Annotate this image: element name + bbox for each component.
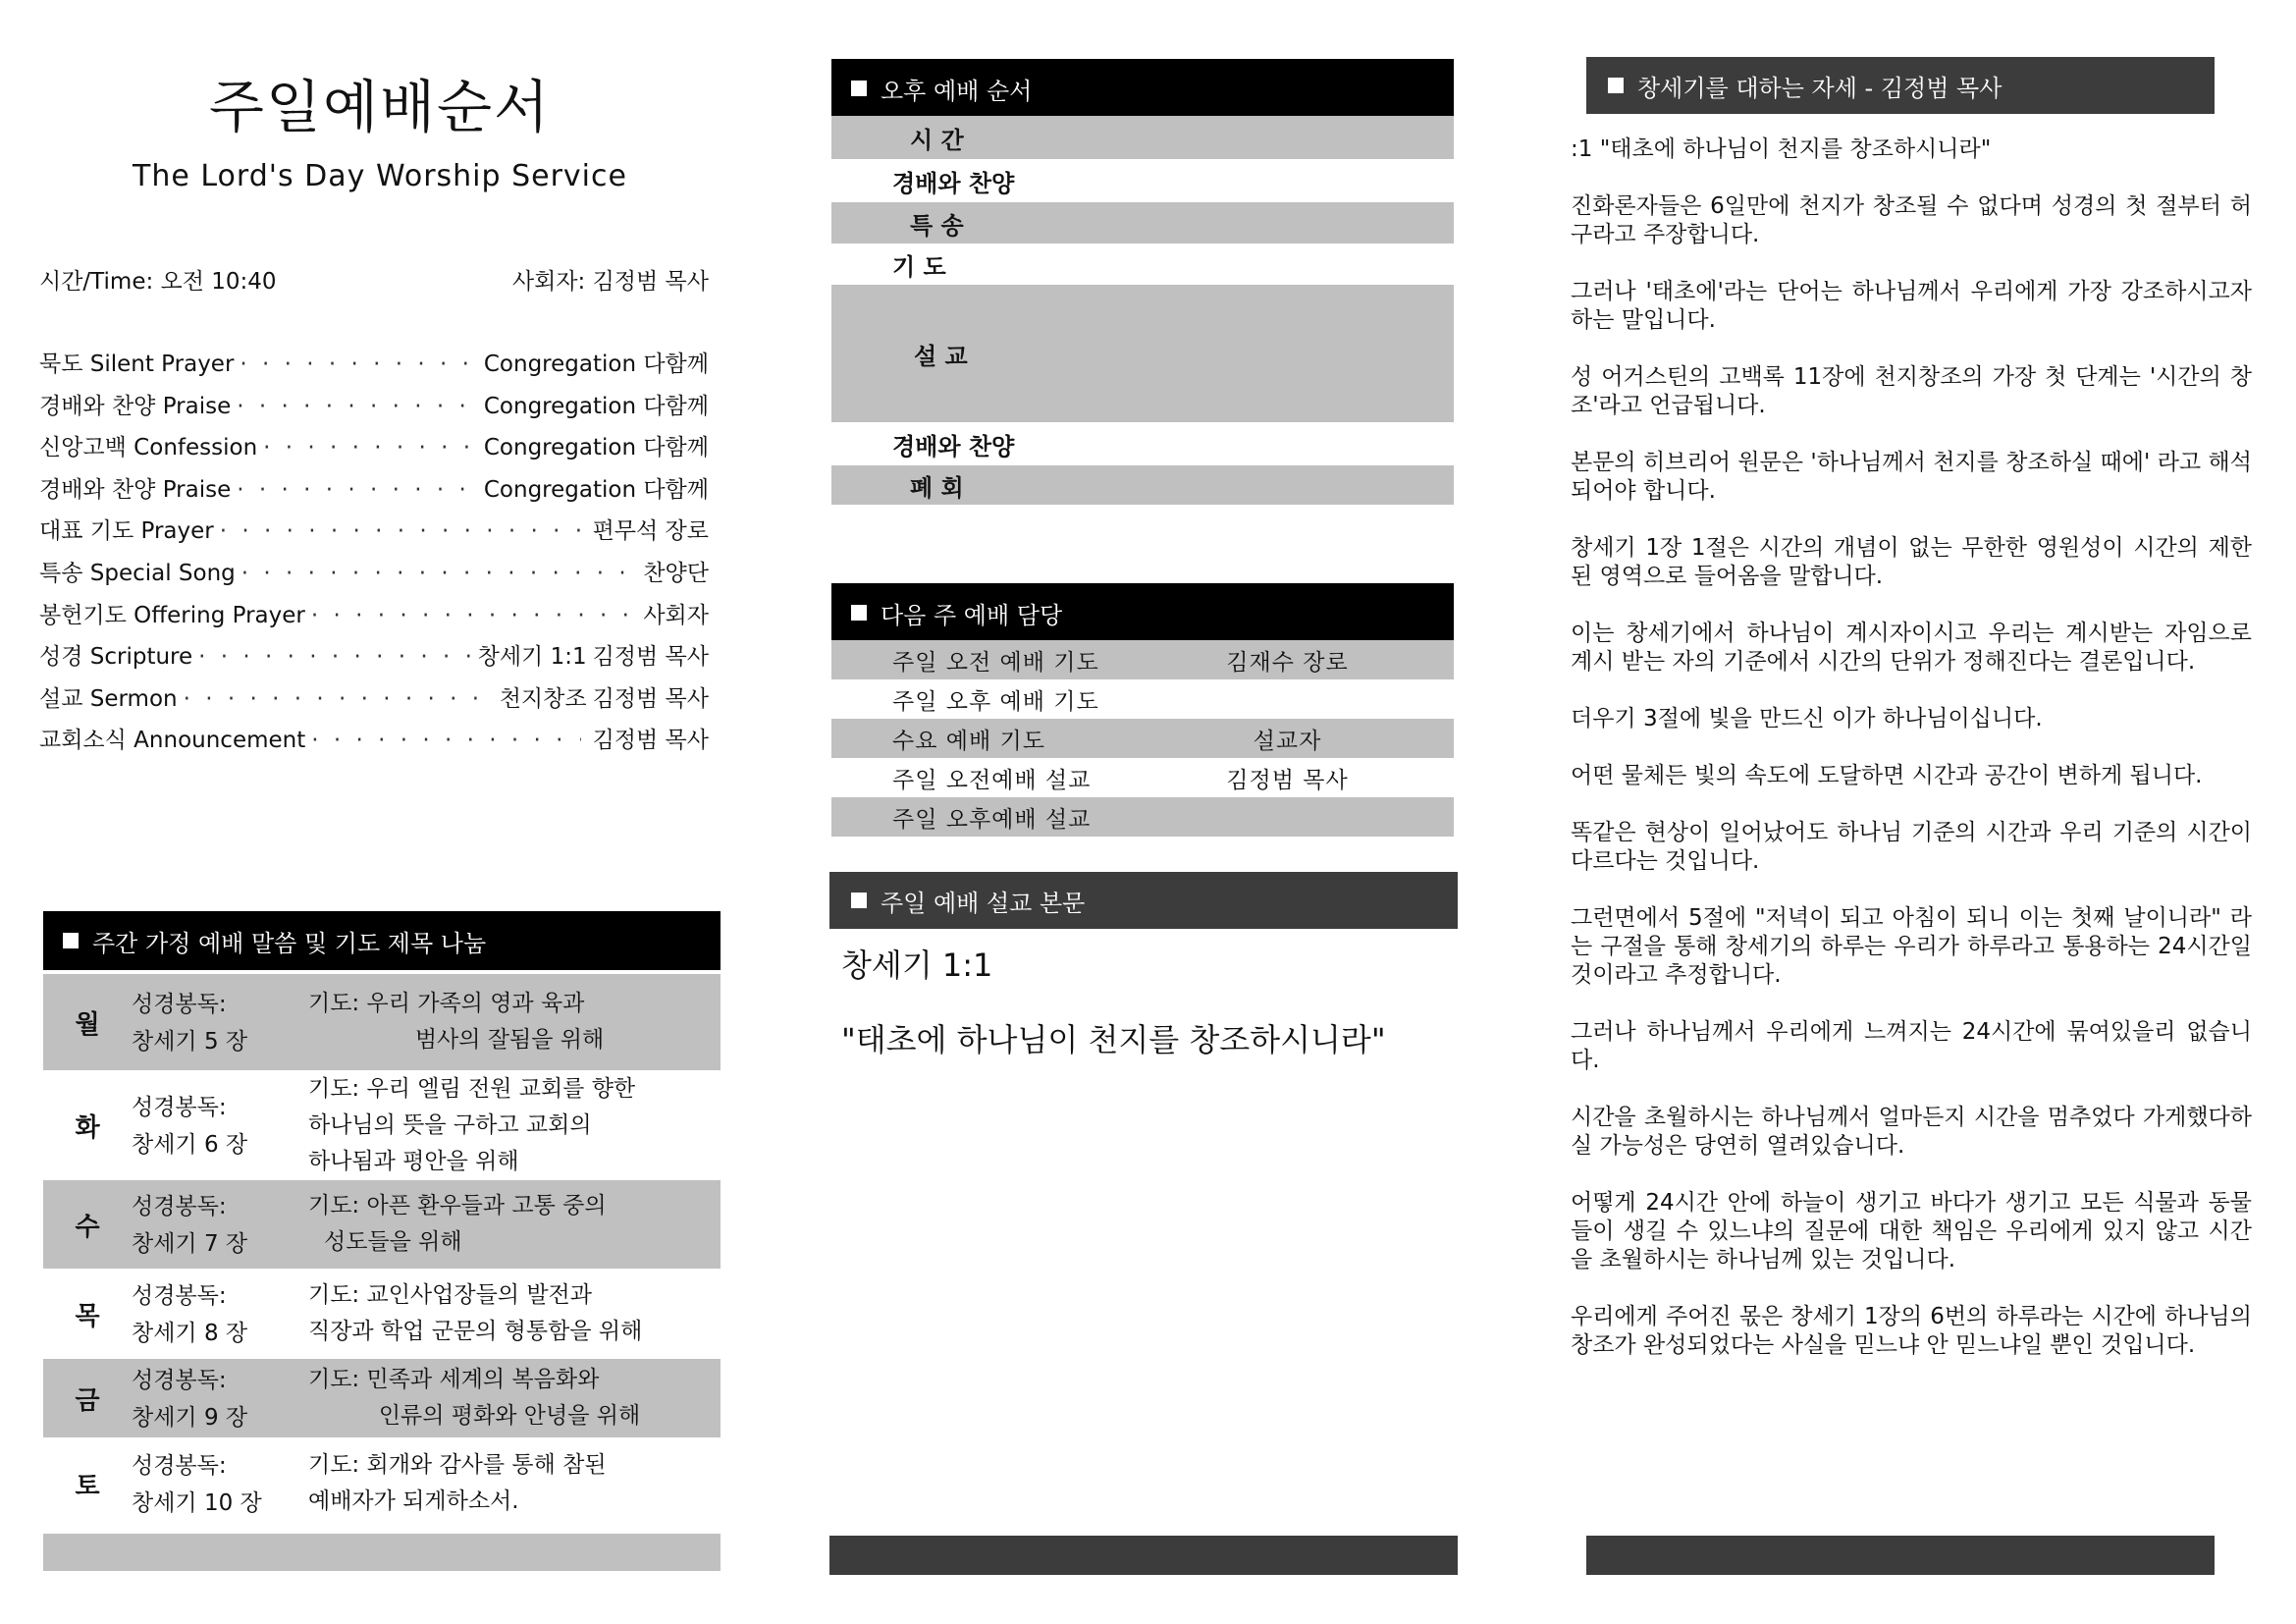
scripture-reading: [132, 1087, 308, 1164]
weekly-devotion-title: 주간 가정 예배 말씀 및 기도 제목 나눔: [92, 929, 487, 957]
order-item-label: 특송 Special Song: [39, 560, 236, 586]
order-item-label: 신앙고백 Confession: [39, 435, 258, 461]
prayer-line: 기도: 아픈 환우들과 고통 중의: [308, 1193, 607, 1218]
prayer-line: 범사의 잘됨을 위해: [414, 1027, 605, 1053]
order-item: [39, 513, 709, 555]
prayer-topic: [308, 1071, 721, 1180]
reading-chapter: 창세기 8 장: [132, 1321, 248, 1346]
sermon-column: [1571, 0, 2258, 1624]
next-week-title: 다음 주 예배 담당: [881, 601, 1063, 629]
sermon-paragraph: 똑같은 현상이 일어났어도 하나님 기준의 시간과 우리 기준의 시간이 다르다는 것입니다.: [1571, 820, 2252, 874]
order-item: [39, 471, 709, 514]
sermon-body: [1571, 135, 2252, 1388]
order-item: [39, 388, 709, 430]
order-item-label: 봉헌기도 Offering Prayer: [39, 602, 305, 628]
prayer-line: 기도: 우리 엘림 전원 교회를 향한: [308, 1075, 636, 1102]
order-item-label: 경배와 찬양 Praise: [39, 476, 232, 503]
leader-dots: [240, 352, 471, 377]
square-bullet-icon: [1608, 78, 1624, 93]
sermon-text-title: 주일 예배 설교 본문: [881, 889, 1086, 917]
sermon-paragraph: 그러나 하나님께서 우리에게 느껴지는 24시간에 묶여있을리 없습니다.: [1571, 1019, 2252, 1073]
leader-dots: [311, 603, 631, 628]
weekly-row-tue: [43, 1070, 721, 1180]
duty-name: 수요 예배 기도: [892, 728, 1045, 754]
order-item: [39, 638, 709, 680]
order-item: [39, 597, 709, 639]
reading-label: 성경봉독:: [132, 1453, 227, 1479]
weekly-row-wed: [43, 1180, 721, 1269]
order-item-responsible: Congregation 다함께: [483, 393, 709, 419]
order-item-label: 성경 Scripture: [39, 644, 193, 671]
next-week-row: [831, 679, 1454, 719]
prayer-line: 기도: 교인사업장들의 발전과: [308, 1282, 592, 1308]
order-item-label: 묵도 Silent Prayer: [39, 352, 235, 377]
prayer-line: 하나됨과 평안을 위해: [308, 1148, 519, 1174]
next-week-table: [831, 640, 1454, 837]
afternoon-service-table: [831, 116, 1454, 505]
weekday-label: 수: [75, 1212, 100, 1242]
sermon-reference: 창세기 1:1: [841, 947, 993, 984]
order-item: [39, 680, 709, 723]
sermon-paragraph: 어떻게 24시간 안에 하늘이 생기고 바다가 생기고 모든 식물과 동물들이 생길 수 있느냐의 질문에 대한 책임은 우리에게 있지 않고 시간을 초월하시는 하나님께 있는 것입니다.: [1571, 1190, 2252, 1272]
order-item: [39, 429, 709, 471]
square-bullet-icon: [851, 605, 867, 621]
duty-name: 주일 오전예배 설교: [892, 767, 1092, 793]
sermon-paragraph: 창세기 1장 1절은 시간의 개념이 없는 무한한 영원성이 시간의 제한된 영역으로 들어옴을 말합니다.: [1571, 535, 2252, 589]
order-item-detail: 천지창조: [499, 685, 587, 712]
leader-dots: [263, 435, 472, 460]
leader-dots: [311, 728, 580, 753]
sermon-paragraph: 그런면에서 5절에 "저녁이 되고 아침이 되니 이는 첫째 날이니라" 라는 구절을 통해 창세기의 하루는 우리가 하루라고 통용하는 24시간일 것이라고 추정합니다.: [1571, 905, 2252, 988]
scripture-reading: [132, 1186, 308, 1263]
reading-chapter: 창세기 6 장: [132, 1132, 248, 1158]
order-item-label: 경배와 찬양 Praise: [39, 393, 232, 419]
sermon-paragraph: 우리에게 주어진 몫은 창세기 1장의 6번의 하루라는 시간에 하나님의 창조가 완성되었다는 사실을 믿느냐 안 믿느냐일 뿐인 것입니다.: [1571, 1304, 2252, 1358]
sermon-title: 창세기를 대하는 자세 - 김정범 목사: [1637, 74, 2002, 102]
next-week-row: [831, 797, 1454, 837]
sermon-paragraph: 시간을 초월하시는 하나님께서 얼마든지 시간을 멈추었다 가게했다하실 가능성은 당연히 열려있습니다.: [1571, 1105, 2252, 1159]
weekday-label: 화: [75, 1112, 100, 1143]
sermon-paragraph: :1 "태초에 하나님이 천지를 창조하시니라": [1571, 136, 1992, 162]
prayer-line: 직장과 학업 군문의 형통함을 위해: [308, 1319, 643, 1344]
leader-dots: [220, 518, 581, 544]
reading-label: 성경봉독:: [132, 1368, 227, 1393]
weekly-row-sat: [43, 1437, 721, 1530]
sermon-paragraph: 성 어거스틴의 고백록 11장에 천지창조의 가장 첫 단계는 '시간의 창조'라고 언급됩니다.: [1571, 364, 2252, 418]
prayer-topic: [308, 1447, 721, 1520]
order-item-responsible: 편무석 장로: [592, 518, 709, 545]
order-item-responsible: 김정범 목사: [592, 685, 709, 712]
weekday-label: 금: [75, 1385, 100, 1416]
order-item-responsible: Congregation 다함께: [483, 476, 709, 503]
footer-bar: [829, 1536, 1458, 1575]
scripture-reading: [132, 1445, 308, 1522]
scripture-reading: [132, 984, 308, 1060]
weekly-row-thu: [43, 1269, 721, 1359]
duty-name: 주일 오후 예배 기도: [892, 688, 1099, 715]
weekly-devotion-header: [43, 911, 721, 970]
order-item-responsible: 사회자: [643, 602, 709, 628]
page-title: 주일예배순서: [208, 74, 552, 140]
afternoon-row: 설 교: [831, 285, 1454, 422]
duty-person: 설교자: [1253, 728, 1322, 754]
reading-label: 성경봉독:: [132, 1194, 227, 1219]
afternoon-row: 경배와 찬양: [892, 432, 1015, 460]
reading-label: 성경봉독:: [132, 1095, 227, 1120]
prayer-topic: [308, 1188, 721, 1261]
service-time: 시간/Time: 오전 10:40: [39, 269, 277, 295]
weekly-devotion-table: [43, 974, 721, 1530]
duty-person: 김정범 목사: [1226, 767, 1349, 793]
page-subtitle: The Lord's Day Worship Service: [133, 159, 627, 193]
leader-dots: [237, 394, 472, 419]
afternoon-row: 폐 회: [831, 465, 1454, 505]
order-item-responsible: Congregation 다함께: [483, 435, 709, 461]
leader-dots: [237, 477, 472, 503]
leader-dots: [184, 686, 494, 712]
next-week-row: [831, 719, 1454, 758]
prayer-line: 성도들을 위해: [324, 1229, 462, 1255]
prayer-topic: [308, 1362, 721, 1435]
scripture-reading: [132, 1360, 308, 1436]
weekday-label: 월: [75, 1009, 100, 1040]
sermon-text-header: [829, 872, 1458, 929]
reading-label: 성경봉독:: [132, 1283, 227, 1309]
order-item: [39, 346, 709, 388]
prayer-line: 하나님의 뜻을 구하고 교회의: [308, 1111, 592, 1138]
reading-label: 성경봉독:: [132, 992, 227, 1017]
reading-chapter: 창세기 10 장: [132, 1490, 262, 1516]
square-bullet-icon: [851, 893, 867, 908]
prayer-topic: [308, 1277, 721, 1350]
afternoon-service-title: 오후 예배 순서: [881, 77, 1033, 105]
scripture-reading: [132, 1275, 308, 1352]
square-bullet-icon: [63, 933, 79, 948]
leader-dots: [198, 644, 471, 670]
sermon-header: [1586, 57, 2215, 114]
order-item-responsible: 김정범 목사: [592, 728, 709, 754]
order-list: [39, 346, 709, 764]
duty-person: 김재수 장로: [1226, 649, 1349, 676]
order-item-detail: 창세기 1:1: [477, 644, 587, 671]
order-item-label: 대표 기도 Prayer: [39, 518, 214, 545]
next-week-header: [831, 583, 1454, 642]
afternoon-row: 특 송: [831, 202, 1454, 244]
service-leader: 사회자: 김정범 목사: [511, 269, 709, 295]
prayer-line: 기도: 회개와 감사를 통해 참된: [308, 1452, 607, 1478]
sermon-paragraph: 어떤 물체든 빛의 속도에 도달하면 시간과 공간이 변하게 됩니다.: [1571, 763, 2203, 788]
duty-name: 주일 오후예배 설교: [892, 806, 1092, 833]
sermon-paragraph: 본문의 히브리어 원문은 '하나님께서 천지를 창조하실 때에' 라고 해석되어야 합니다.: [1571, 450, 2252, 504]
afternoon-service-header: [831, 59, 1454, 118]
leader-dots: [241, 561, 632, 586]
sermon-paragraph: 진화론자들은 6일만에 천지가 창조될 수 없다며 성경의 첫 절부터 허구라고 주장합니다.: [1571, 193, 2252, 247]
order-item: [39, 722, 709, 764]
weekly-row-mon: [43, 974, 721, 1070]
weekday-label: 목: [75, 1301, 100, 1331]
sermon-paragraph: 이는 창세기에서 하나님이 계시자이시고 우리는 계시받는 자임으로 계시 받는 자의 기준에서 시간의 단위가 정해진다는 결론입니다.: [1571, 621, 2252, 675]
reading-chapter: 창세기 7 장: [132, 1231, 248, 1257]
order-item-label: 교회소식 Announcement: [39, 728, 306, 754]
weekly-row-fri: [43, 1359, 721, 1437]
order-item-responsible: 김정범 목사: [592, 644, 709, 671]
prayer-line: 인류의 평화와 안녕을 위해: [378, 1403, 641, 1429]
prayer-line: 예배자가 되게하소서.: [308, 1489, 519, 1514]
reading-chapter: 창세기 9 장: [132, 1405, 248, 1431]
square-bullet-icon: [851, 81, 867, 96]
order-item: [39, 555, 709, 597]
next-week-row: [831, 640, 1454, 679]
prayer-line: 기도: 우리 가족의 영과 육과: [308, 991, 585, 1016]
order-item-responsible: 찬양단: [643, 560, 709, 586]
duty-name: 주일 오전 예배 기도: [892, 649, 1099, 676]
weekday-label: 토: [75, 1471, 100, 1501]
afternoon-row: 경배와 찬양: [892, 169, 1015, 197]
afternoon-row: 기 도: [892, 252, 946, 281]
sermon-paragraph: 더우기 3절에 빛을 만드신 이가 하나님이십니다.: [1571, 706, 2043, 731]
next-week-row: [831, 758, 1454, 797]
service-meta: [39, 263, 709, 296]
footer-bar: [43, 1534, 721, 1571]
order-of-worship-column: [39, 0, 721, 1624]
order-item-responsible: Congregation 다함께: [483, 352, 709, 377]
reading-chapter: 창세기 5 장: [132, 1029, 248, 1055]
sermon-paragraph: 그러나 '태초에'라는 단어는 하나님께서 우리에게 가장 강조하시고자 하는 말입니다.: [1571, 279, 2252, 333]
footer-bar: [1586, 1536, 2215, 1575]
order-item-label: 설교 Sermon: [39, 685, 178, 712]
afternoon-service-column: [831, 0, 1462, 1624]
sermon-quote: "태초에 하나님이 천지를 창조하시니라": [841, 1021, 1386, 1058]
afternoon-row: 시 간: [831, 116, 1454, 159]
prayer-topic: [308, 986, 721, 1058]
prayer-line: 기도: 민족과 세계의 복음화와: [308, 1367, 600, 1392]
